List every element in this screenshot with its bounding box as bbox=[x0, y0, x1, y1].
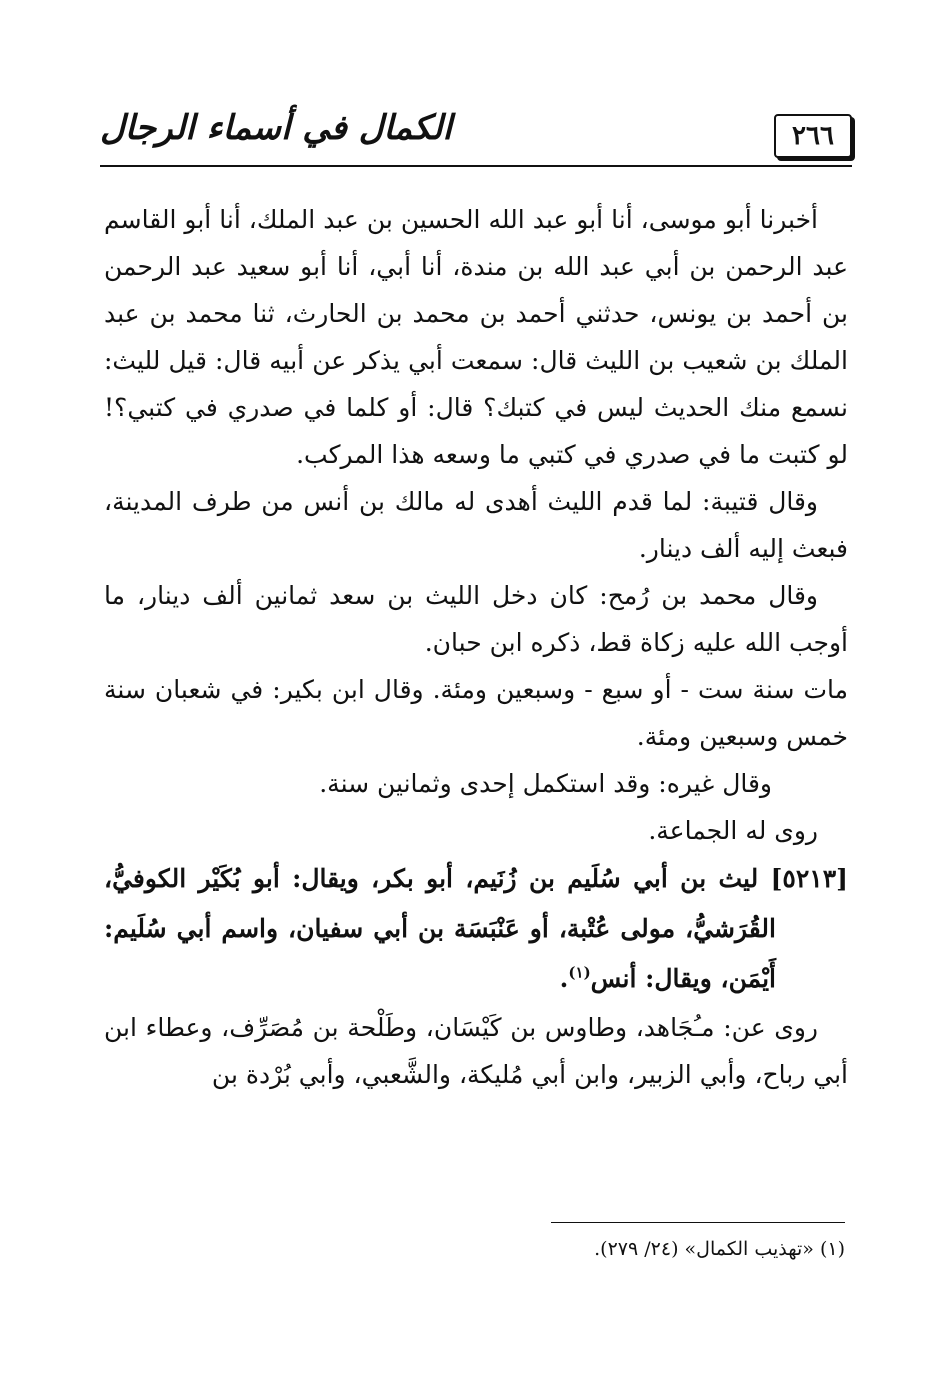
paragraph: وقال قتيبة: لما قدم الليث أهدى له مالك بن أنس من طرف المدينة، فبعث إليه ألف دينار. bbox=[104, 487, 848, 563]
paragraph: مات سنة ست - أو سبع - وسبعين ومئة. وقال ابن بكير: في شعبان سنة خمس وسبعين ومئة. bbox=[104, 675, 848, 751]
entry-name: ليث بن أبي سُلَيم بن زُنَيم، أبو بكر، ويقال: أبو بُكَيْر الكوفيُّ، القُرَشيُّ، مولى عُتْبة، أو عَنْبَسَة بن أبي سفيان، واسم أبي سُلَيم: أَيْمَن، ويقال: أنس bbox=[104, 864, 776, 993]
entry-end: . bbox=[559, 964, 569, 993]
page-body bbox=[104, 196, 848, 1098]
book-title-calligraphy: الكمال في أسماء الرجال bbox=[100, 108, 452, 148]
entry-number: [٥٢١٣] bbox=[770, 864, 848, 893]
page-header bbox=[100, 108, 852, 168]
header-divider bbox=[100, 165, 852, 167]
paragraph: وقال محمد بن رُمح: كان دخل الليث بن سعد ثمانين ألف دينار، ما أوجب الله عليه زكاة قط، ذكره ابن حبان. bbox=[104, 581, 848, 657]
page-number: ٢٦٦ bbox=[774, 114, 852, 158]
biography-entry-heading bbox=[104, 854, 848, 1004]
paragraph: وقال غيره: وقد استكمل إحدى وثمانين سنة. bbox=[319, 769, 772, 798]
paragraph: روى له الجماعة. bbox=[648, 816, 818, 845]
footnote: (١) «تهذيب الكمال» (٢٤/ ٢٧٩). bbox=[594, 1238, 845, 1260]
paragraph: أخبرنا أبو موسى، أنا أبو عبد الله الحسين بن عبد الملك، أنا أبو القاسم عبد الرحمن بن أبي عبد الله بن مندة، أنا أبي، أنا أبو سعيد عبد الرحمن بن أحمد بن يونس، حدثني أحمد بن محمد بن الحارث، ثنا محمد بن عبد الملك بن شعيب بن الليث قال: سمعت أبي يذكر عن أبيه قال: قيل لليث: نسمع منك الحديث ليس في كتبك؟ قال: أو كلما في صدري في كتبي؟! لو كتبت ما في صدري في كتبي ما وسعه هذا المركب. bbox=[104, 205, 848, 469]
paragraph: روى عن: مـُجَاهد، وطاوس بن كَيْسَان، وطَلْحة بن مُصَرِّف، وعطاء ابن أبي رباح، وأبي الزبير، وابن أبي مُليكة، والشَّعبي، وأبي بُرْدة بن bbox=[104, 1013, 848, 1089]
footnote-divider bbox=[551, 1222, 845, 1223]
footnote-reference[interactable]: (١) bbox=[568, 963, 591, 982]
